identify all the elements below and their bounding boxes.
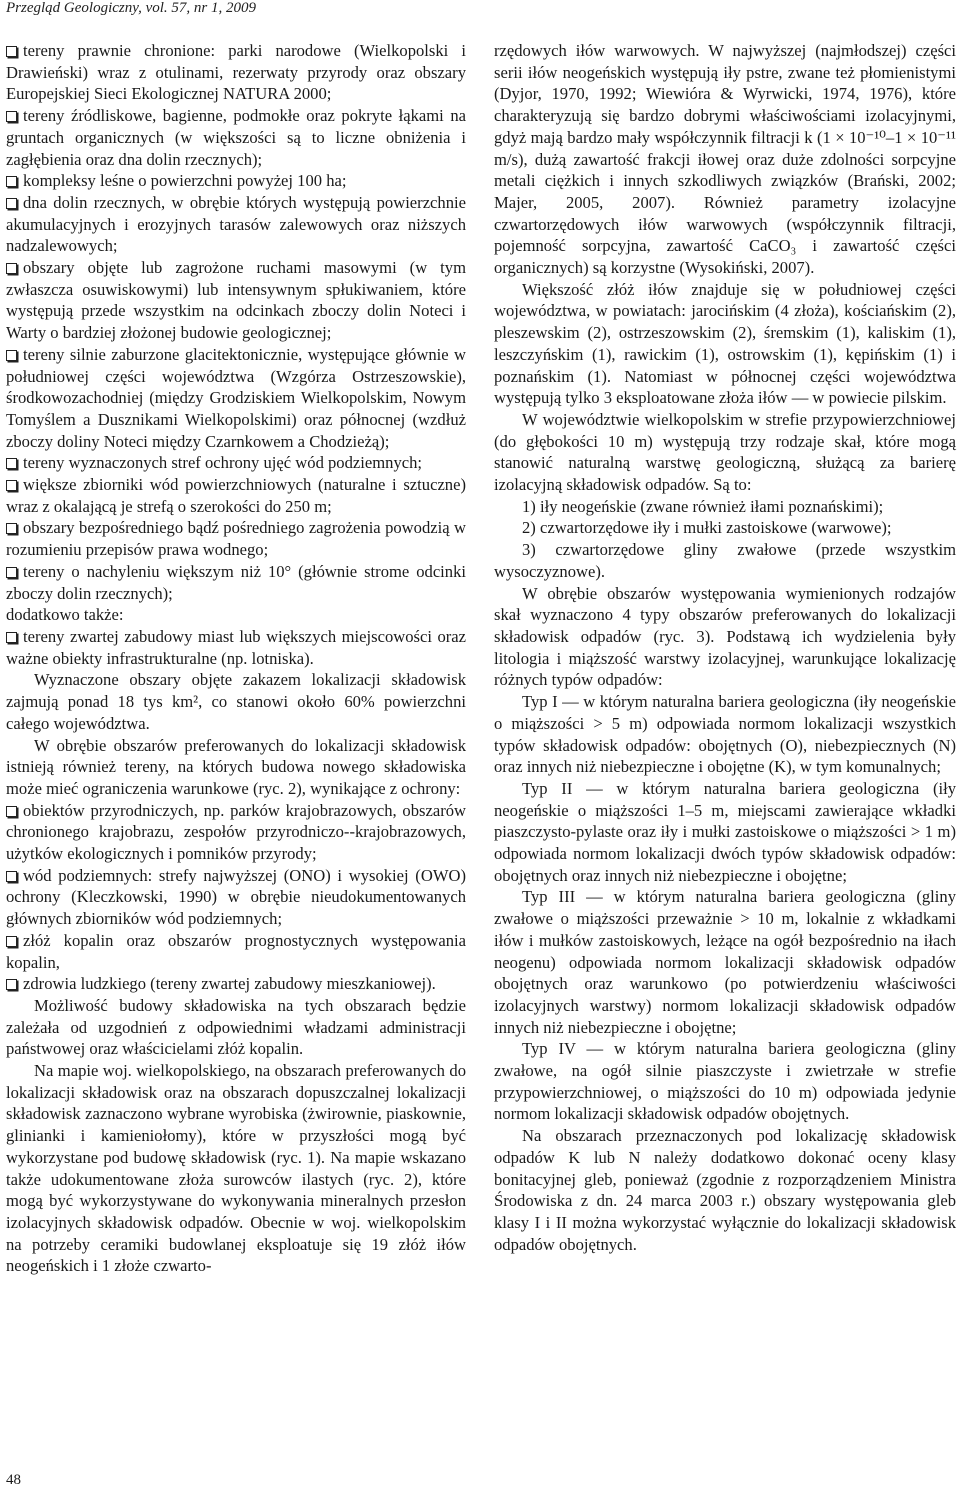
paragraph: Typ IV — w którym naturalna bariera geologiczna (gliny zwałowe, na ogół silnie piaszczyste i zwietrzałe w strefie przypowierzchniowej, o miąższości do 10 m) odpowiada jedynie normom lokalizacji składowisk odpadów obojętnych. — [494, 1039, 956, 1124]
numbered-item: 3) czwartorzędowe gliny zwałowe (przede wszystkim wysoczyznowe). — [494, 540, 956, 581]
checkbox-bullet-icon — [6, 458, 17, 469]
bullet-item — [6, 452, 466, 474]
paragraph: dodatkowo także: — [6, 605, 124, 625]
page-number: 48 — [6, 1472, 21, 1488]
bullet-text: wód podziemnych: strefy najwyższej (ONO) i wysokiej (OWO) ochrony (Kleczkowski, 1990) w obrębie nieudokumentowanych głównych zbiorników wód podziemnych; — [6, 865, 466, 929]
bullet-text: tereny prawnie chronione: parki narodowe (Wielkopolski i Drawieński) wraz z otulinami, rezerwaty przyrody oraz obszary Europejskiej Sieci Ekologicznej NATURA 2000; — [6, 41, 466, 104]
paragraph: Na mapie woj. wielkopolskiego, na obszarach preferowanych do lokalizacji składowisk oraz na obszarach dopuszczalnej lokalizacji składowisk zaznaczono wybrane wyrobiska (żwirownie, piaskownie, glinianki i kamieniołomy), które w przyszłości mogą być wykorzystane pod budowę składowisk (ryc. 1). Na mapie wskazano także udokumentowane złoża surowców ilastych (ryc. 2), które mogą być wykorzystywane do wykonywania mineralnych przesłon izolacyjnych składowisk odpadów. Obecnie w woj. wielkopolskim na potrzeby ceramiki budowlanej eksploatuje się 19 złóż iłów neogeńskich i 1 złoże czwarto- — [6, 1061, 466, 1276]
paragraph: W obrębie obszarów występowania wymienionych rodzajów skał wyznaczono 4 typy obszarów preferowanych do lokalizacji składowisk odpadów (ryc. 3). Podstawą ich wydzielenia były litologia i miąższość warstwy izolacyjnej, warunkujące lokalizację różnych typów odpadów: — [494, 583, 956, 690]
bullet-item — [6, 105, 466, 170]
checkbox-bullet-icon — [6, 567, 17, 578]
paragraph: Na obszarach przeznaczonych pod lokalizację składowisk odpadów K lub N należy dodatkowo dokonać oceny klasy bonitacyjnej gleb, ponieważ (zgodnie z rozporządzeniem Ministra Środowiska z dn. 24 marca 2003 r.) obszary występowania gleb klasy I i II można wykorzystać wyłącznie do lokalizacji składowisk odpadów obojętnych. — [494, 1126, 956, 1254]
checkbox-bullet-icon — [6, 936, 17, 947]
paragraph: W obrębie obszarów preferowanych do lokalizacji składowisk istnieją również tereny, na których budowa nowego składowiska może mieć ograniczenia warunkowe (ryc. 2), wynikające z ochrony: — [6, 735, 466, 798]
bullet-text: tereny silnie zaburzone glacitektonicznie, występujące głównie w południowej części województwa (Wzgórza Ostrzeszowskie), środkowozachodniej (między Grodziskiem Wielkopolskim, Nowym Tomyślem a Dusznikami Wielkopolskimi) oraz północnej (wzdłuż zboczy doliny Noteci między Czarnkowem a Chodzieżą); — [6, 344, 466, 451]
checkbox-bullet-icon — [6, 523, 17, 534]
paragraph: rzędowych iłów warwowych. W najwyższej (najmłodszej) części serii iłów neogeńskich występują iły pstre, zwane też płomienistymi (Dyjor, 1970, 1992; Wiewióra & Wyrwicki, 1974, 1976), które charakteryzują się bardzo dobrymi właściwościami izolacyjnymi, gdyż mają bardzo mały współczynnik filtracji k (1 × 10⁻¹⁰–1 × 10⁻¹¹ m/s), dużą zawartość frakcji iłowej oraz duże zdolności sorpcyjne metali ciężkich i innych szkodliwych związków (Brański, 2002; Majer, 2005, 2007). Również parametry izolacyjne czwartorzędowych iłów warwowych (współczynnik filtracji, pojemność sorpcyjna, zawartość CaCO₃ i zawartość części organicznych) są korzystne (Wysokiński, 2007). — [494, 41, 956, 278]
checkbox-bullet-icon — [6, 350, 17, 361]
bullet-text: obiektów przyrodniczych, np. parków krajobrazowych, obszarów chronionego krajobrazu, zespołów przyrodniczo--krajobrazowych, użytków ekologicznych i pomników przyrody; — [6, 800, 466, 864]
bullet-item — [6, 192, 466, 257]
checkbox-bullet-icon — [6, 263, 17, 274]
bullet-text: złóż kopalin oraz obszarów prognostycznych występowania kopalin, — [6, 930, 466, 972]
bullet-text: tereny wyznaczonych stref ochrony ujęć wód podziemnych; — [23, 453, 423, 473]
journal-header: Przegląd Geologiczny, vol. 57, nr 1, 2009 — [6, 0, 256, 16]
checkbox-bullet-icon — [6, 198, 17, 209]
bullet-item — [6, 930, 466, 973]
paragraph: Typ II — w którym naturalna bariera geologiczna (iły neogeńskie o miąższości 1–5 m, miejscami zawierające wkładki piaszczysto-pylaste oraz iły i mułki zastoiskowe o miąższości > 1 m) odpowiada normom lokalizacji dwóch typów składowisk odpadów: obojętnych oraz innych niż niebezpieczne i obojętne; — [494, 778, 956, 885]
numbered-item: 2) czwartorzędowe iły i mułki zastoiskowe (warwowe); — [522, 518, 892, 538]
bullet-item — [6, 170, 466, 192]
checkbox-bullet-icon — [6, 111, 17, 122]
checkbox-bullet-icon — [6, 480, 17, 491]
bullet-text: tereny zwartej zabudowy miast lub większych miejscowości oraz ważne obiekty infrastrukturalne (np. lotniska). — [6, 626, 466, 668]
bullet-item — [6, 865, 466, 930]
bullet-item — [6, 626, 466, 669]
bullet-item — [6, 257, 466, 344]
paragraph: Typ III — w którym naturalna bariera geologiczna (gliny zwałowe o miąższości przeważnie > 10 m, lokalnie z wkładkami iłów i mułków zastoiskowych, leżące na ogół bezpośrednio na iłach neogenu) odpowiada normom lokalizacji składowisk odpadów obojętnych oraz warunkowo (po potwierdzeniu właściwości izolacyjnych warstwy) normom lokalizacji składowisk odpadów innych niż niebezpieczne i obojętne; — [494, 887, 956, 1037]
bullet-text: większe zbiorniki wód powierzchniowych (naturalne i sztuczne) wraz z okalającą je strefą o szerokości do 250 m; — [6, 475, 466, 516]
bullet-item — [6, 474, 466, 517]
bullet-item — [6, 561, 466, 604]
checkbox-bullet-icon — [6, 632, 17, 643]
paragraph: Typ I — w którym naturalna bariera geologiczna (iły neogeńskie o miąższości > 5 m) odpowiada normom lokalizacji wszystkich typów składowisk odpadów: obojętnych (O), niebezpiecznych (N) oraz innych niż niebezpieczne i obojętne (K), w tym komunalnych; — [494, 692, 956, 777]
paragraph: Wyznaczone obszary objęte zakazem lokalizacji składowisk zajmują ponad 18 tys km², co stanowi około 60% powierzchni całego województwa. — [6, 670, 466, 733]
left-column — [6, 40, 466, 1277]
bullet-text: obszary bezpośredniego bądź pośredniego zagrożenia powodzią w rozumieniu przepisów prawa wodnego; — [6, 518, 466, 560]
paragraph: W województwie wielkopolskim w strefie przypowierzchniowej (do głębokości 10 m) występują trzy rodzaje skał, które mogą stanowić naturalną warstwę geologiczną, służącą za barierę izolacyjną składowisk odpadów. Są to: — [494, 409, 956, 495]
bullet-item — [6, 973, 466, 995]
bullet-text: obszary objęte lub zagrożone ruchami masowymi (w tym zwłaszcza osuwiskowymi) lub intensywnym spłukiwaniem, które występują przede wszystkim na odcinkach zboczy dolin Noteci i Warty o bardziej złożonej budowie geologicznej; — [6, 258, 466, 343]
bullet-text: dna dolin rzecznych, w obrębie których występują powierzchnie akumulacyjnych i erozyjnych tarasów zalewowych oraz niższych nadzalewowych; — [6, 192, 466, 256]
checkbox-bullet-icon — [6, 176, 17, 187]
checkbox-bullet-icon — [6, 46, 17, 57]
numbered-item: 1) iły neogeńskie (zwane również iłami poznańskimi); — [522, 496, 884, 516]
paragraph: Większość złóż iłów znajduje się w południowej części województwa, w powiatach: jarocińskim (4 złoża), kościańskim (2), pleszewskim (2), ostrzeszowskim (2), śremskim (1), kaliskim (1), leszczyńskim (1), rawickim (1), ostrowskim (1), kępińskim (1) i poznańskim (1). Natomiast w północnej części województwa występują tylko 3 eksploatowane złoża iłów — w powiecie pilskim. — [494, 279, 956, 408]
bullet-item — [6, 517, 466, 560]
bullet-text: zdrowia ludzkiego (tereny zwartej zabudowy mieszkaniowej). — [23, 974, 436, 994]
checkbox-bullet-icon — [6, 979, 17, 990]
checkbox-bullet-icon — [6, 871, 17, 882]
bullet-text: tereny źródliskowe, bagienne, podmokłe oraz pokryte łąkami na gruntach organicznych (w większości są to liczne obniżenia i zagłębienia oraz dna dolin rzecznych); — [6, 106, 466, 169]
bullet-item — [6, 344, 466, 453]
paragraph: Możliwość budowy składowiska na tych obszarach będzie zależała od uzgodnień z odpowiednimi władzami administracji państwowej oraz właścicielami złóż kopalin. — [6, 995, 466, 1059]
checkbox-bullet-icon — [6, 806, 17, 817]
right-column — [494, 40, 956, 1255]
bullet-item — [6, 40, 466, 105]
bullet-item — [6, 800, 466, 865]
bullet-text: kompleksy leśne o powierzchni powyżej 100 ha; — [23, 171, 347, 191]
bullet-text: tereny o nachyleniu większym niż 10° (głównie strome odcinki zboczy dolin rzecznych); — [6, 561, 466, 603]
